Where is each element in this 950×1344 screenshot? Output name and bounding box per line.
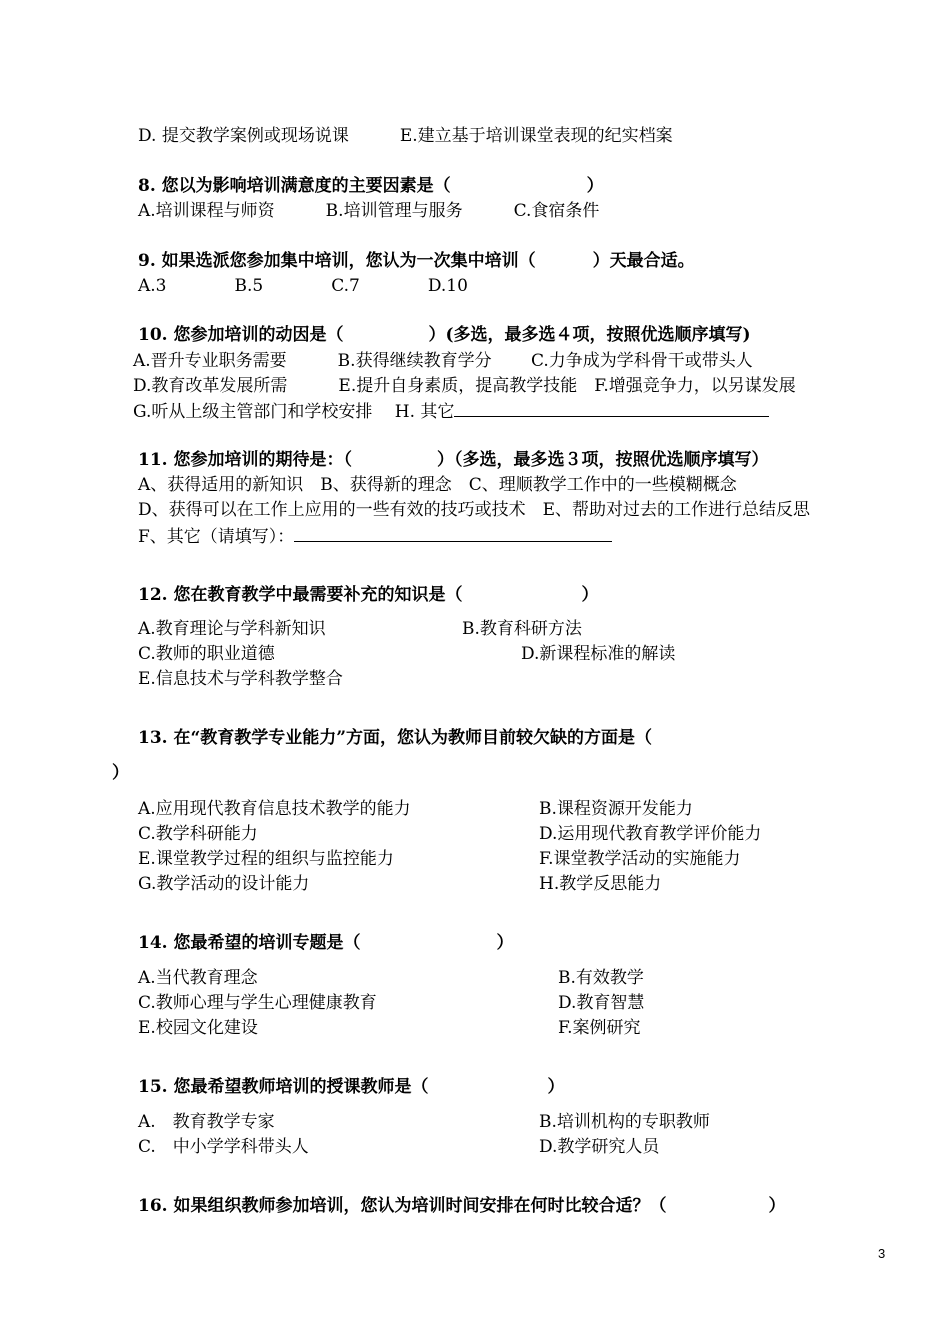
q9-options: A.3 B.5 C.7 D.10 (138, 276, 468, 296)
q14-option-e: E.校园文化建设 (138, 1018, 258, 1038)
q10-options-a-c: A.晋升专业职务需要 B.获得继续教育学分 C.力争成为学科骨干或带头人 (133, 351, 753, 371)
question-13: 13. 在“教育教学专业能力”方面，您认为教师目前较欠缺的方面是（ (138, 728, 653, 748)
q13-option-g: G.教学活动的设计能力 (138, 874, 310, 894)
question-13-close: ） (112, 763, 129, 783)
question-16: 16. 如果组织教师参加培训，您认为培训时间安排在何时比较合适？（ ） (138, 1196, 786, 1216)
q13-option-d: D.运用现代教育教学评价能力 (539, 824, 762, 844)
q11-option-f-text: F、其它（请填写）： (138, 527, 295, 547)
question-9: 9. 如果选派您参加集中培训，您认为一次集中培训（ ）天最合适。 (138, 251, 695, 271)
question-14: 14. 您最希望的培训专题是（ ） (138, 933, 514, 953)
q14-option-d: D.教育智慧 (558, 993, 645, 1013)
q13-option-c: C.教学科研能力 (138, 824, 258, 844)
q10-other-blank (454, 400, 769, 417)
q8-options: A.培训课程与师资 B.培训管理与服务 C.食宿条件 (138, 201, 600, 221)
q12-option-b: B.教育科研方法 (462, 619, 582, 639)
q15-option-d: D.教学研究人员 (539, 1137, 660, 1157)
q13-option-a: A.应用现代教育信息技术教学的能力 (138, 799, 411, 819)
q15-option-c: C. 中小学学科带头人 (138, 1137, 309, 1157)
q12-option-a: A.教育理论与学科新知识 (138, 619, 326, 639)
q14-option-f: F.案例研究 (558, 1018, 641, 1038)
q7-options-d-e: D. 提交教学案例或现场说课 E.建立基于培训课堂表现的纪实档案 (138, 126, 673, 146)
question-10: 10. 您参加培训的动因是（ ）(多选，最多选４项，按照优选顺序填写) (138, 325, 751, 345)
q13-option-e: E.课堂教学过程的组织与监控能力 (138, 849, 394, 869)
q10-options-g-h (133, 400, 769, 423)
q12-option-e: E.信息技术与学科教学整合 (138, 669, 343, 689)
question-12: 12. 您在教育教学中最需要补充的知识是（ ） (138, 585, 599, 605)
question-8: 8. 您以为影响培训满意度的主要因素是（ ） (138, 176, 604, 196)
q14-option-b: B.有效教学 (558, 968, 644, 988)
q15-option-b: B.培训机构的专职教师 (539, 1112, 710, 1132)
q12-option-c: C.教师的职业道德 (138, 644, 275, 664)
q11-other-blank (294, 525, 612, 542)
q10-options-g-h-text: G.听从上级主管部门和学校安排 H. 其它 (133, 402, 455, 422)
q15-option-a: A. 教育教学专家 (138, 1112, 275, 1132)
q12-option-d: D.新课程标准的解读 (521, 644, 676, 664)
q13-option-b: B.课程资源开发能力 (539, 799, 693, 819)
q13-option-h: H.教学反思能力 (539, 874, 662, 894)
question-15: 15. 您最希望教师培训的授课教师是（ ） (138, 1077, 565, 1097)
q11-option-f (138, 525, 612, 548)
question-11: 11. 您参加培训的期待是：（ ）（多选，最多选３项，按照优选顺序填写） (138, 450, 769, 470)
page-number: 3 (878, 1246, 886, 1261)
q14-option-c: C.教师心理与学生心理健康教育 (138, 993, 377, 1013)
q11-options-d-e: D、获得可以在工作上应用的一些有效的技巧或技术 E、帮助对过去的工作进行总结反思 (138, 500, 811, 520)
q13-option-f: F.课堂教学活动的实施能力 (539, 849, 741, 869)
q11-options-a-c: A、获得适用的新知识 B、获得新的理念 C、理顺教学工作中的一些模糊概念 (138, 475, 737, 495)
q14-option-a: A.当代教育理念 (138, 968, 258, 988)
q10-options-d-f: D.教育改革发展所需 E.提升自身素质，提高教学技能 F.增强竞争力，以另谋发展 (133, 376, 796, 396)
